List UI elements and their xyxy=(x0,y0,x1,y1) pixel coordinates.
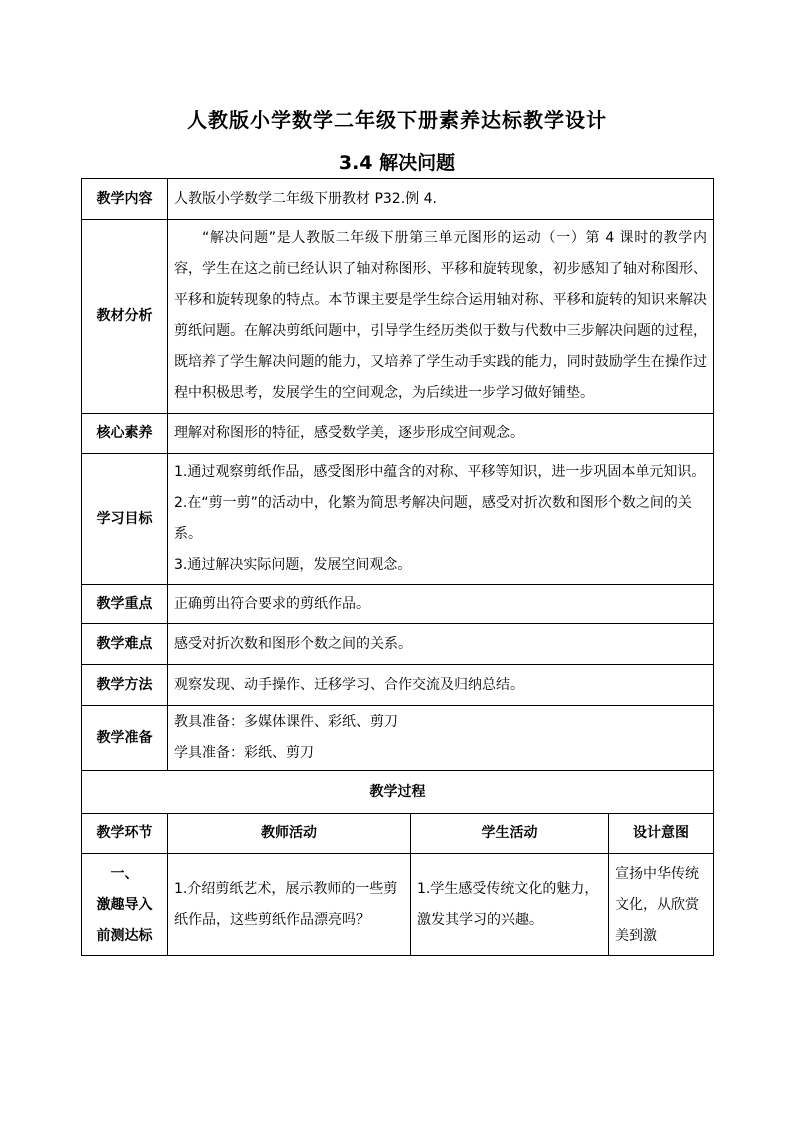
teacher-prep-text: 教具准备：多媒体课件、彩纸、剪刀 xyxy=(174,714,398,730)
lesson-title: 3.4 解决问题 xyxy=(338,152,456,174)
difficulty-text: 感受对折次数和图形个数之间的关系。 xyxy=(168,624,714,665)
stage-1-teacher-activity: 1.介绍剪纸艺术，展示教师的一些剪纸作品，这些剪纸作品漂亮吗？ xyxy=(168,854,411,956)
objective-item: 3.通过解决实际问题，发展空间观念。 xyxy=(174,557,412,573)
key-point-text: 正确剪出符合要求的剪纸作品。 xyxy=(168,585,714,624)
row-process-header xyxy=(82,771,714,814)
column-header-stage: 教学环节 xyxy=(82,814,168,854)
stage-1-line: 一、 xyxy=(110,865,139,882)
row-difficulty xyxy=(82,624,714,665)
row-material-analysis xyxy=(82,220,714,414)
row-column-headers xyxy=(82,814,714,854)
label-learning-objectives: 学习目标 xyxy=(82,454,168,585)
label-teaching-method: 教学方法 xyxy=(82,665,168,706)
row-stage-1 xyxy=(82,854,714,956)
row-teaching-content xyxy=(82,179,714,220)
label-material-analysis: 教材分析 xyxy=(82,220,168,414)
label-preparation: 教学准备 xyxy=(82,706,168,771)
stage-1-student-activity: 1.学生感受传统文化的魅力，激发其学习的兴趣。 xyxy=(411,854,609,956)
row-preparation xyxy=(82,706,714,771)
lesson-plan-table xyxy=(81,178,714,956)
student-prep-text: 学具准备：彩纸、剪刀 xyxy=(174,745,314,761)
teaching-method-text: 观察发现、动手操作、迁移学习、合作交流及归纳总结。 xyxy=(168,665,714,706)
material-analysis-text: “解决问题”是人教版二年级下册第三单元图形的运动（一）第 4 课时的教学内容，学生在这之前已经认识了轴对称图形、平移和旋转现象，初步感知了轴对称图形、平移和旋转现象的特点。本节课主要是学生综合运用轴对称、平移和旋转的知识来解决剪纸问题。在解决剪纸问题中，引导学生经历类似于数与代数中三步解决问题的过程，既培养了学生解决问题的能力，又培养了学生动手实践的能力，同时鼓励学生在操作过程中积极思考，发展学生的空间观念，为后续进一步学习做好铺垫。 xyxy=(174,230,708,401)
column-header-teacher: 教师活动 xyxy=(168,814,411,854)
teaching-content-text: 人教版小学数学二年级下册教材 P32.例 4. xyxy=(168,179,714,220)
process-header: 教学过程 xyxy=(82,771,714,814)
objective-item: 1.通过观察剪纸作品，感受图形中蕴含的对称、平移等知识，进一步巩固本单元知识。 xyxy=(174,464,706,480)
column-header-intent: 设计意图 xyxy=(609,814,714,854)
row-core-literacy xyxy=(82,414,714,454)
column-header-student: 学生活动 xyxy=(411,814,609,854)
stage-1-design-intent: 宣扬中华传统文化，从欣赏美到激 xyxy=(609,854,714,956)
label-teaching-content: 教学内容 xyxy=(82,179,168,220)
row-key-point xyxy=(82,585,714,624)
row-teaching-method xyxy=(82,665,714,706)
label-core-literacy: 核心素养 xyxy=(82,414,168,454)
label-difficulty: 教学难点 xyxy=(82,624,168,665)
row-learning-objectives xyxy=(82,454,714,585)
document-title: 人教版小学数学二年级下册素养达标教学设计 xyxy=(187,108,607,132)
label-key-point: 教学重点 xyxy=(82,585,168,624)
stage-1-line: 激趣导入 xyxy=(96,896,153,913)
core-literacy-text: 理解对称图形的特征，感受数学美，逐步形成空间观念。 xyxy=(168,414,714,454)
stage-1-line: 前测达标 xyxy=(96,927,153,944)
objective-item: 2.在“剪一剪”的活动中，化繁为简思考解决问题，感受对折次数和图形个数之间的关系。 xyxy=(174,495,692,542)
